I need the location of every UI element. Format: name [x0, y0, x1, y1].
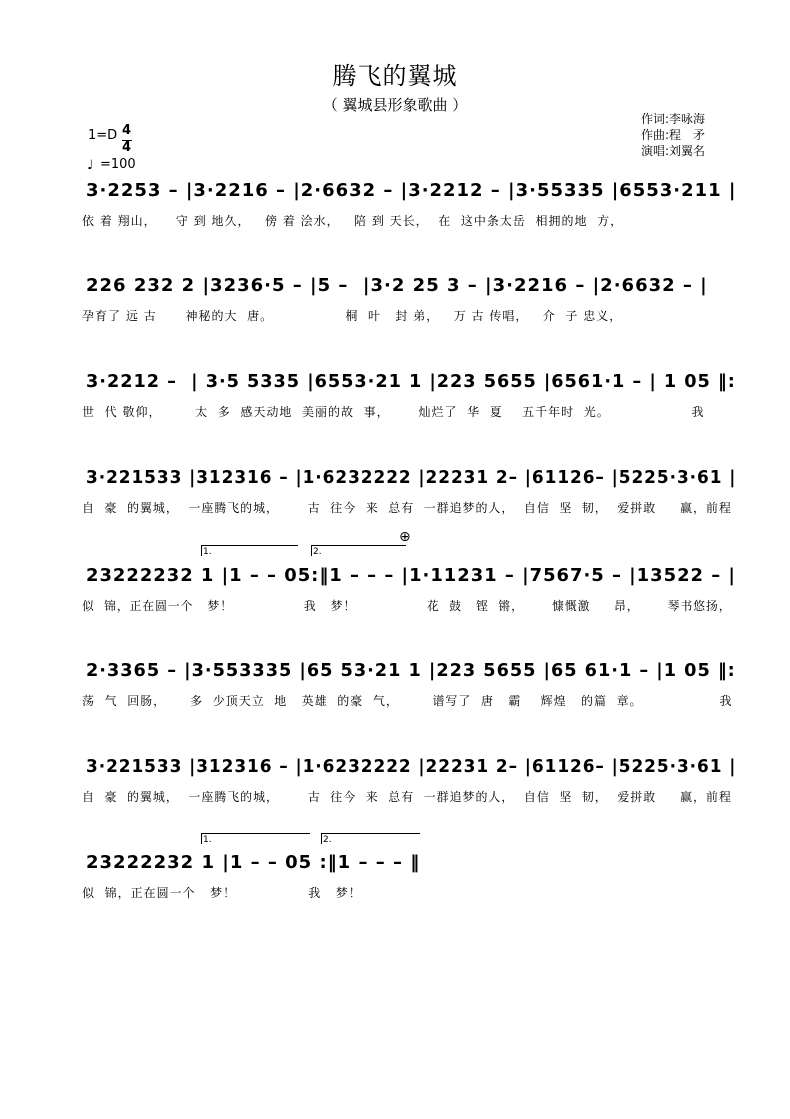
notation-row-6: 2·3365 – |3·553335 |65 53·21 1 |223 5655 |65 61·1 – |1 05 ‖: — [86, 660, 736, 681]
notation-row-7: 3·221533 |312316 – |1·6232222 |22231 2– |61126– |5225·3·61 | — [86, 756, 737, 777]
lyrics-row-6: 荡 气 回肠， 多 少顶天立 地 英雄 的豪 气， 谱写了 唐 霸 辉煌 的篇 章。 我 — [82, 694, 733, 708]
first-ending-label: 1. — [203, 547, 212, 557]
time-signature-top: 4 — [122, 123, 132, 138]
coda-icon: ⊕ — [399, 529, 411, 545]
quarter-note-icon: ♩ — [87, 158, 94, 173]
notation-row-3: 3·2212 – | 3·5 5335 |6553·21 1 |223 5655 |6561·1 – | 1 05 ‖: — [86, 371, 736, 392]
lyrics-row-2: 孕育了 远 古 神秘的大 唐。 桐 叶 封 弟， 万 古 传唱， 介 子 忠义， — [82, 309, 623, 323]
notation-row-2: 226 232 2 |3236·5 – |5 – |3·2 25 3 – |3·2216 – |2·6632 – | — [86, 275, 708, 296]
song-title: 腾飞的翼城 — [332, 62, 458, 90]
key-signature: 1=D — [88, 128, 118, 143]
lyrics-row-1: 依 着 翔山， 守 到 地久， 傍 着 浍水， 陪 到 天长， 在 这中条太岳 相拥的地 方， — [82, 214, 624, 228]
lyricist-credit: 作词:李咏海 — [641, 112, 706, 126]
singer-credit: 演唱:刘翼名 — [641, 144, 706, 158]
second-ending-label-2: 2. — [323, 835, 332, 845]
time-signature-bottom: 4 — [122, 140, 132, 155]
lyrics-row-5: 似 锦，正在圆一个 梦！ 我 梦！ 花 鼓 铿 锵， 慷慨激 昂， 琴书悠扬， — [82, 599, 732, 613]
lyrics-row-7: 自 豪 的翼城， 一座腾飞的城， 古 往今 来 总有 一群追梦的人， 自信 坚 韧， 爱拼敢 赢，前程 — [82, 790, 732, 804]
song-subtitle: （ 翼城县形象歌曲 ） — [322, 96, 468, 114]
notation-row-4: 3·221533 |312316 – |1·6232222 |22231 2– |61126– |5225·3·61 | — [86, 467, 737, 488]
second-ending-bracket — [311, 545, 406, 556]
notation-row-8: 23222232 1 |1 – – 05 :‖1 – – – ‖ — [86, 852, 421, 873]
notation-row-5: 23222232 1 |1 – – 05:‖1 – – – |1·11231 – |7567·5 – |13522 – | — [86, 565, 736, 586]
composer-credit: 作曲:程 矛 — [641, 128, 706, 142]
first-ending-bracket — [201, 545, 298, 556]
lyrics-row-3: 世 代 敬仰， 太 多 感天动地 美丽的故 事， 灿烂了 华 夏 五千年时 光。 我 — [82, 405, 705, 419]
lyrics-row-8: 似 锦，正在圆一个 梦！ 我 梦！ — [82, 886, 362, 900]
lyrics-row-4: 自 豪 的翼城， 一座腾飞的城， 古 往今 来 总有 一群追梦的人， 自信 坚 韧， 爱拼敢 赢，前程 — [82, 501, 732, 515]
notation-row-1: 3·2253 – |3·2216 – |2·6632 – |3·2212 – |3·55335 |6553·211 | — [86, 180, 737, 201]
second-ending-bracket-2 — [321, 833, 420, 844]
tempo-marking: =100 — [100, 157, 136, 172]
first-ending-label-2: 1. — [203, 835, 212, 845]
second-ending-label: 2. — [313, 547, 322, 557]
first-ending-bracket-2 — [201, 833, 310, 844]
